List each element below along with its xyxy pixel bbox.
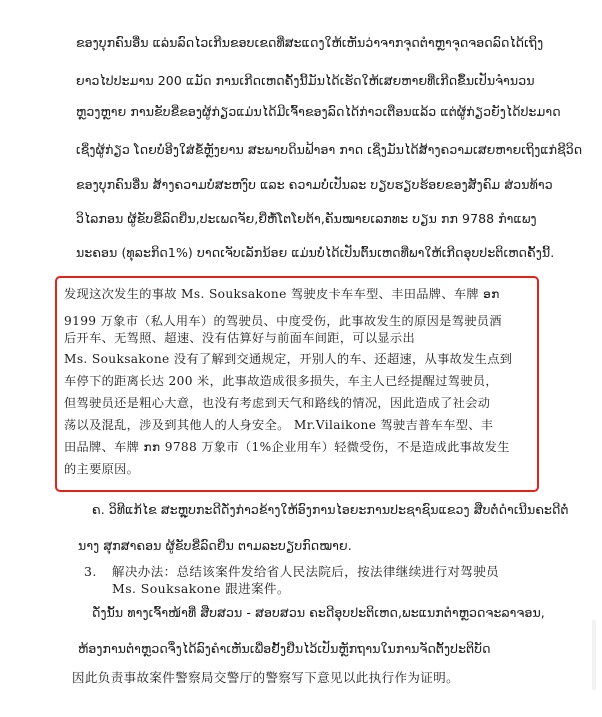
translation-line: 荡以及混乱，涉及到其他人的人身安全。 Mr.Vilaikone 驾驶吉普车车型、丰: [64, 418, 494, 432]
highlighted-translation-box: [55, 276, 539, 492]
translation-line: 发现这次发生的事故 Ms. Souksakone 驾驶皮卡车车型、丰田品牌、车牌 ອກ: [64, 287, 500, 301]
solution-line: 解决办法：总结该案件发给省人民法院后，按法律继续进行对驾驶员: [112, 564, 500, 579]
lao-paragraph-line: ດັ່ງນັ້ນ ທາງເຈົ້າໜ້າທີ່ ສືບສວນ - ສອບສວນ ຄະດີອຸບປະຕິເຫດ,ພະແນກຕຳຫຼວດຈະລາຈອນ,: [92, 605, 545, 620]
translation-line: 但驾驶员还是粗心大意，也没有考虑到天气和路线的情况，因此造成了社会动: [64, 396, 491, 410]
closing-statement: 因此负责事故案件警察局交警厅的警察写下意见以此执行作为证明。: [72, 670, 460, 685]
lao-paragraph-line: ຂອງບຸກຄົນອື່ນ ສ້າງຄວາມບໍ່ສະຫງົບ ແລະ ຄວາມບໍ່ເປັນລະ ບຽບຮຽບຮ້ອຍຂອງສັງຄົມ ສ່ວນທ້າວ: [76, 177, 553, 192]
lao-paragraph-line: ນະຄອນ (ທຸລະກິດ1%) ບາດເຈັບເລັກນ້ອຍ ແມ່ນບໍ່ໄດ້ເປັນຕົ້ນເຫດທີ່ພາໃຫ້ເກີດອຸບປະຕິເຫດຄັ້ງນີ້.: [76, 245, 555, 260]
lao-paragraph-line: ເຊິ່ງຜູ້ກ່ຽວ ໂດຍບໍ່ອີງໃສ່ຂໍ້ຫຼັງຍານ ສະພາບດິນຟ້າອາ ກາດ ເຊິ່ງມັນໄດ້ສ້າງຄວາມເສຍຫາຍເຖິງແກ່ຊີວິດ: [76, 142, 583, 157]
lao-paragraph-line: ຫ້ອງການຕຳຫຼວດຈຶ່ງໄດ້ລົງຄຳເຫັນເພື່ອຢັ້ງຢືນໄວ້ເປັນຫຼັກຖານໃນການຈັດຕັ້ງປະຕິບັດ: [78, 641, 491, 656]
translation-line: 的主要原因。: [64, 462, 140, 476]
solution-line: Ms. Souksakone 跟进案件。: [112, 581, 290, 596]
item-number: 3.: [84, 564, 97, 579]
translation-line: 车停下的距离长达 200 米，此事故造成很多损失，车主人已经提醒过驾驶员，: [64, 374, 498, 388]
page-edge-shadow: [592, 620, 596, 690]
lao-paragraph-line: ຍາວໄປປະມານ 200 ແມັດ ການເກີດເຫດຄັ້ງນີ້ມັນໄດ້ເຮັດໃຫ້ເສຍຫາຍທີ່ເກີດຂຶ້ນເປັນຈຳນວນ: [76, 73, 535, 88]
translation-line: 田品牌、车牌 ກກ 9788 万象市（1%企业用车）轻微受伤，不是造成此事故发生: [64, 440, 510, 454]
lao-paragraph-line: ຄ. ວິທີແກ້ໄຂ ສະຫຼຸບກະດີດັ່ງກ່າວຂ້າງໃຫ້ອົງການໄອຍະການປະຊາຊົນແຂວງ ສືບຕໍ່ດຳເນີນຄະດີຕໍ່: [92, 502, 569, 517]
lao-paragraph-line: ວິໄລກອນ ຜູ້ຂັບຂີ່ລົດຍີ່ນ,ປະເພດຈັຍ,ຍີ່ຫໍ້ໂຕໂຍຕ້າ,ຄັນໝາຍເລກທະ ບຽນ ກກ 9788 ກຳແພງ: [76, 211, 537, 226]
lao-paragraph-line: ຂອງບຸກຄົນອື່ນ ແລ່ນລົດໄວເກີນຂອບເຂດທີ່ສະແດງໃຫ້ເຫັນວ່າຈາກຈຸດຕຳຫຼາຈຸດຈອດລົດໄດ້ເຖິງ: [76, 35, 544, 50]
lao-paragraph-line: ຫຼວງຫຼາຍ ການຂັບຂີ່ຂອງຜູ້ກ່ຽວແມ່ນໄດ້ມີເຈົ້າຂອງລົດໄດ້ກ່າວເຕືອນແລ້ວ ແຕ່ຜູ້ກ່ຽວຍັງໄດ້ປະມາດ: [76, 104, 561, 119]
lao-paragraph-line: ນາງ ສຸກສາຄອນ ຜູ້ຂັບຂີ່ລົດຍີ່ນ ຕາມລະບຽບກົດໝາຍ.: [78, 538, 352, 553]
translation-line: 9199 万象市（私人用车）的驾驶员、中度受伤，此事故发生的原因是驾驶员酒: [64, 314, 502, 328]
translation-line: 后开车、无驾照、超速、没有估算好与前面车间距，可以显示出: [64, 331, 416, 345]
translation-line: Ms. Souksakone 没有了解到交通规定，开别人的车、还超速，从事故发生点到: [64, 352, 513, 366]
